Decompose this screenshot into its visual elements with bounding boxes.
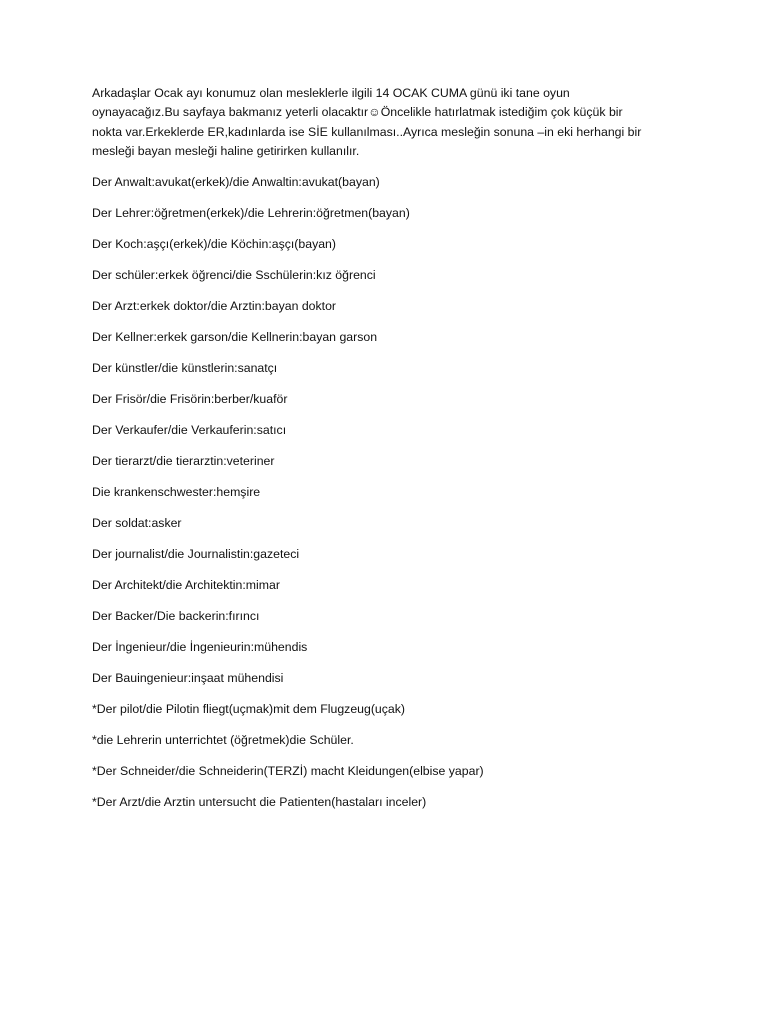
profession-entry: Der Kellner:erkek garson/die Kellnerin:bayan garson [92,330,378,345]
profession-entry: Der Architekt/die Architektin:mimar [92,578,280,593]
document-body [92,84,692,824]
profession-entry: Der Bauingenieur:inşaat mühendisi [92,671,284,686]
profession-entry: Der tierarzt/die tierarztin:veteriner [92,454,275,469]
intro-line: oynayacağız.Bu sayfaya bakmanız yeterli olacaktır☺Öncelikle hatırlatmak istediğim çok küçük bir [92,105,623,120]
example-sentence: *Der pilot/die Pilotin fliegt(uçmak)mit dem Flugzeug(uçak) [92,702,406,717]
profession-entry: Der Koch:aşçı(erkek)/die Köchin:aşçı(bayan) [92,237,336,252]
profession-entry: Der Backer/Die backerin:fırıncı [92,609,260,624]
profession-entry: Der İngenieur/die İngenieurin:mühendis [92,640,308,655]
intro-paragraph [92,84,692,161]
profession-entry: Der Anwalt:avukat(erkek)/die Anwaltin:avukat(bayan) [92,175,380,190]
profession-entry: Der künstler/die künstlerin:sanatçı [92,361,278,376]
profession-list [92,173,692,824]
example-sentence: *Der Arzt/die Arztin untersucht die Patienten(hastaları inceler) [92,795,427,810]
profession-entry: Der Arzt:erkek doktor/die Arztin:bayan doktor [92,299,337,314]
profession-entry: Der soldat:asker [92,516,182,531]
intro-line: nokta var.Erkeklerde ER,kadınlarda ise SİE kullanılması..Ayrıca mesleğin sonuna –in eki herhangi bir [92,124,642,139]
profession-entry: Der Lehrer:öğretmen(erkek)/die Lehrerin:öğretmen(bayan) [92,206,410,221]
example-sentence: *die Lehrerin unterrichtet (öğretmek)die Schüler. [92,733,354,748]
intro-line: mesleği bayan mesleği haline getirirken kullanılır. [92,143,360,158]
profession-entry: Der schüler:erkek öğrenci/die Sschülerin:kız öğrenci [92,268,376,283]
example-sentence: *Der Schneider/die Schneiderin(TERZİ) macht Kleidungen(elbise yapar) [92,764,484,779]
intro-line: Arkadaşlar Ocak ayı konumuz olan mesleklerle ilgili 14 OCAK CUMA günü iki tane oyun [92,86,570,100]
profession-entry: Die krankenschwester:hemşire [92,485,261,500]
profession-entry: Der Verkaufer/die Verkauferin:satıcı [92,423,287,438]
profession-entry: Der Frisör/die Frisörin:berber/kuaför [92,392,288,407]
profession-entry: Der journalist/die Journalistin:gazeteci [92,547,300,562]
